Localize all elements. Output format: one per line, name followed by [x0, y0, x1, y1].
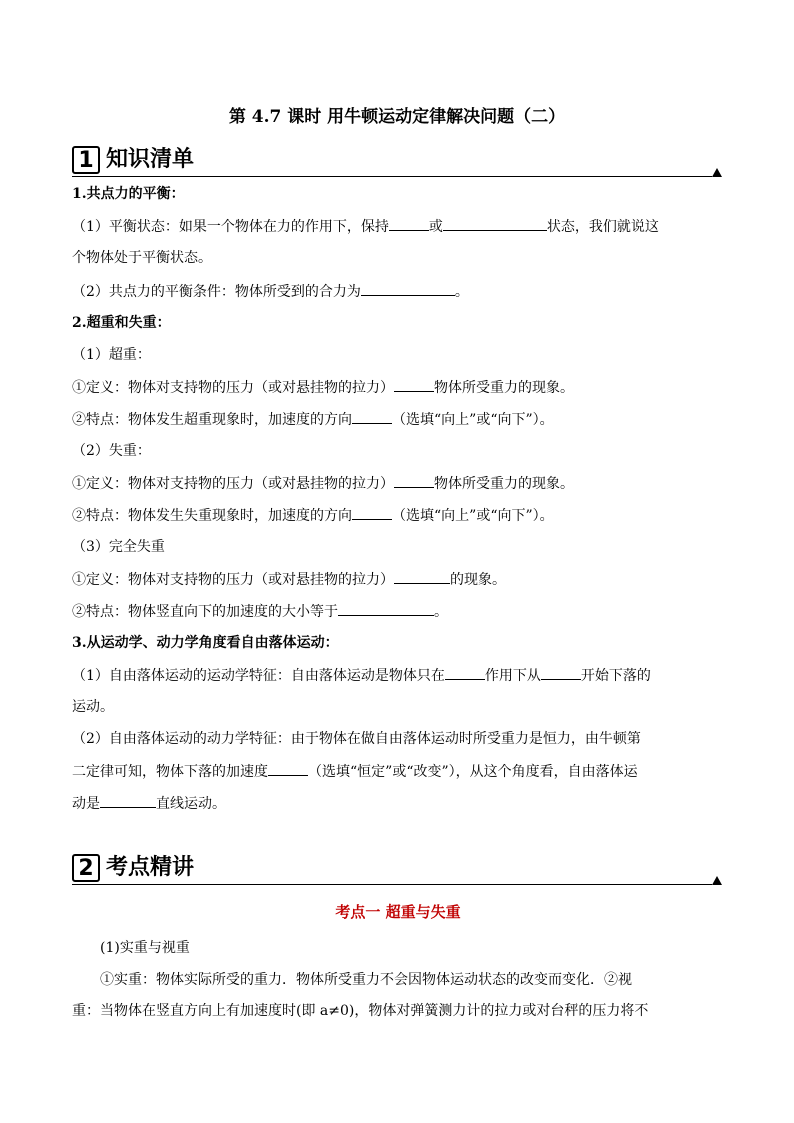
text-segment: （1）平衡状态：如果一个物体在力的作用下，保持 [72, 219, 389, 235]
text-segment: 作用下从 [484, 668, 541, 684]
text-line [72, 505, 724, 526]
text-line [72, 665, 724, 686]
text-line [72, 601, 724, 622]
section-number: 2 [72, 854, 100, 882]
text-line [72, 473, 724, 494]
answer-blank [394, 569, 450, 584]
text-line [72, 569, 724, 590]
heading-2: 2.超重和失重： [72, 315, 171, 331]
text-segment: 直线运动。 [156, 796, 226, 812]
text-line: （2）自由落体运动的动力学特征：由于物体在做自由落体运动时所受重力是恒力，由牛顿第 [72, 731, 641, 747]
section-rule [72, 884, 712, 885]
topic-subtitle: 考点一 超重与失重 [335, 903, 461, 921]
text-line [72, 377, 724, 398]
text-line [72, 761, 724, 782]
section-header-2 [72, 854, 722, 888]
section-header-1 [72, 146, 722, 180]
text-segment: 二定律可知，物体下落的加速度 [72, 764, 268, 780]
text-line [72, 793, 724, 814]
triangle-icon [712, 168, 722, 177]
answer-blank [443, 216, 547, 231]
text-segment: ①定义：物体对支持物的压力（或对悬挂物的拉力） [72, 476, 394, 492]
text-segment: 物体所受重力的现象。 [434, 380, 574, 396]
text-segment: ①定义：物体对支持物的压力（或对悬挂物的拉力） [72, 380, 394, 396]
text-line: 运动。 [72, 699, 114, 715]
answer-blank [361, 281, 455, 296]
page-title: 第 4.7 课时 用牛顿运动定律解决问题（二） [228, 107, 566, 127]
answer-blank [445, 665, 485, 680]
text-segment: （2）共点力的平衡条件：物体所受到的合力为 [72, 284, 361, 300]
text-segment: （选填“恒定”或“改变”），从这个角度看，自由落体运 [308, 764, 638, 780]
answer-blank [394, 377, 434, 392]
text-line: 重：当物体在竖直方向上有加速度时(即 a≠0)，物体对弹簧测力计的拉力或对台秤的压力将不 [72, 1003, 649, 1019]
heading-1: 1.共点力的平衡： [72, 186, 185, 202]
text-segment: （选填“向上”或“向下”）。 [392, 508, 554, 524]
text-segment: （1）自由落体运动的运动学特征：自由落体运动是物体只在 [72, 668, 445, 684]
section-title: 考点精讲 [106, 855, 195, 880]
text-segment: ②特点：物体发生失重现象时，加速度的方向 [72, 508, 352, 524]
answer-blank [100, 793, 156, 808]
section-rule [72, 176, 712, 177]
text-line: （3）完全失重 [72, 539, 165, 555]
text-line [72, 216, 724, 237]
section-number: 1 [72, 146, 100, 174]
text-segment: 。 [454, 284, 469, 300]
text-segment: （选填“向上”或“向下”）。 [392, 412, 554, 428]
text-segment: 物体所受重力的现象。 [434, 476, 574, 492]
answer-blank [541, 665, 581, 680]
answer-blank [394, 473, 434, 488]
text-line [72, 409, 724, 430]
answer-blank [389, 216, 429, 231]
text-line: ①实重：物体实际所受的重力．物体所受重力不会因物体运动状态的改变而变化．②视 [100, 972, 632, 988]
answer-blank [352, 409, 392, 424]
text-segment: ②特点：物体发生超重现象时，加速度的方向 [72, 412, 352, 428]
text-segment: 或 [428, 219, 443, 235]
text-segment: 。 [434, 604, 448, 620]
text-segment: 开始下落的 [580, 668, 651, 684]
answer-blank [338, 601, 434, 616]
text-line: 个物体处于平衡状态。 [72, 250, 212, 266]
heading-3: 3.从运动学、动力学角度看自由落体运动： [72, 635, 339, 651]
text-line: (1)实重与视重 [100, 940, 190, 956]
answer-blank [352, 505, 392, 520]
text-segment: 状态，我们就说这 [546, 219, 659, 235]
text-line: （2）失重： [72, 443, 151, 459]
text-segment: 动是 [72, 796, 100, 812]
text-line: （1）超重： [72, 347, 151, 363]
text-segment: 的现象。 [450, 572, 506, 588]
text-segment: ②特点：物体竖直向下的加速度的大小等于 [72, 604, 338, 620]
triangle-icon [712, 876, 722, 885]
text-line [72, 281, 724, 302]
section-title: 知识清单 [106, 147, 195, 172]
answer-blank [268, 761, 308, 776]
text-segment: ①定义：物体对支持物的压力（或对悬挂物的拉力） [72, 572, 394, 588]
